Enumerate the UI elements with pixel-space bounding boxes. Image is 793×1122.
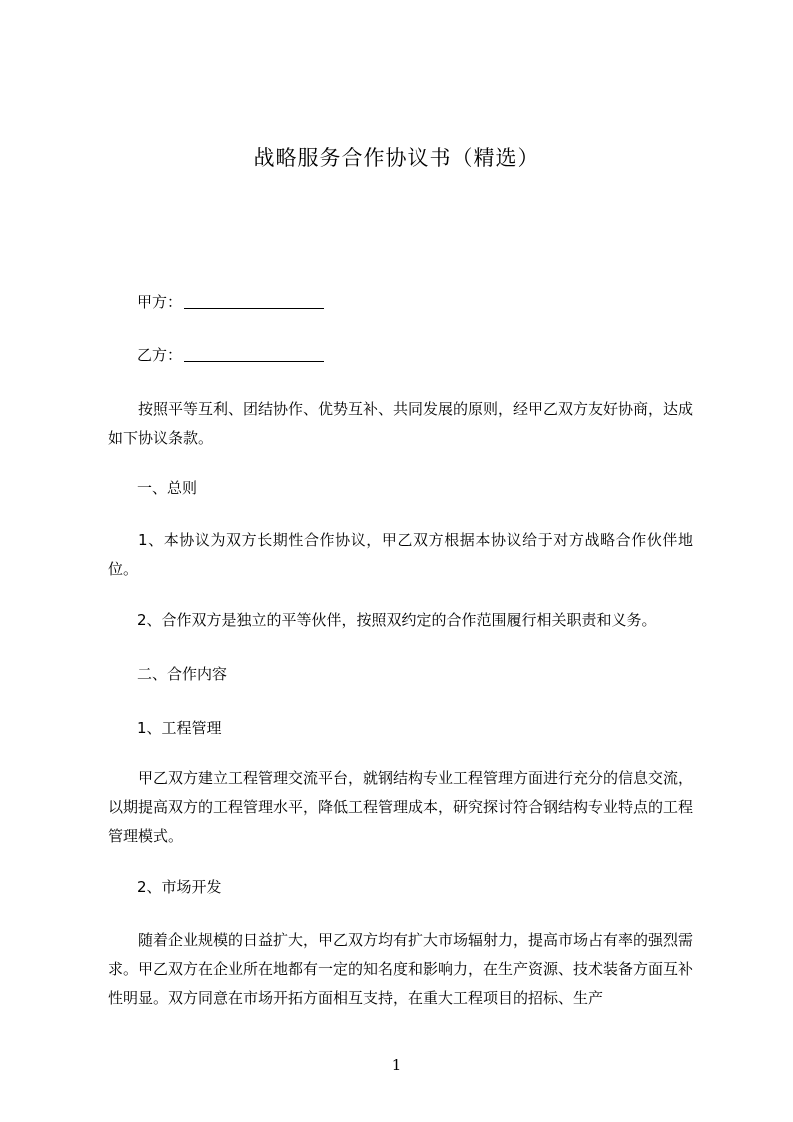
section2-sub2-heading: 2、市场开发 [137,878,222,896]
section2-sub1-paragraph: 甲乙双方建立工程管理交流平台，就钢结构专业工程管理方面进行充分的信息交流，以期提高双方的工程管理水平，降低工程管理成本，研究探讨符合钢结构专业特点的工程管理模式。 [108,769,694,845]
section1-item1: 1、本协议为双方长期性合作协议，甲乙双方根据本协议给于对方战略合作伙伴地位。 [108,531,693,578]
party-b-label: 乙方： [137,346,183,364]
party-a-field [137,292,324,312]
document-title: 战略服务合作协议书（精选） [253,146,540,170]
section2-sub1-heading: 1、工程管理 [137,719,222,737]
party-b-field [137,345,324,365]
intro-paragraph: 按照平等互利、团结协作、优势互补、共同发展的原则，经甲乙双方友好协商，达成如下协议条款。 [108,400,694,447]
section1-heading: 一、总则 [137,479,198,497]
party-a-blank-line [184,294,324,309]
section1-item2: 2、合作双方是独立的平等伙伴，按照双约定的合作范围履行相关职责和义务。 [137,611,657,629]
section2-heading: 二、合作内容 [137,665,228,683]
party-b-blank-line [184,347,324,362]
party-a-label: 甲方： [137,293,183,311]
section2-sub2-paragraph: 随着企业规模的日益扩大，甲乙双方均有扩大市场辐射力，提高市场占有率的强烈需求。甲乙双方在企业所在地都有一定的知名度和影响力，在生产资源、技术装备方面互补性明显。双方同意在市场开拓方面相互支持，在重大工程项目的招标、生产 [108,931,694,1007]
page-number: 1 [391,1056,402,1074]
